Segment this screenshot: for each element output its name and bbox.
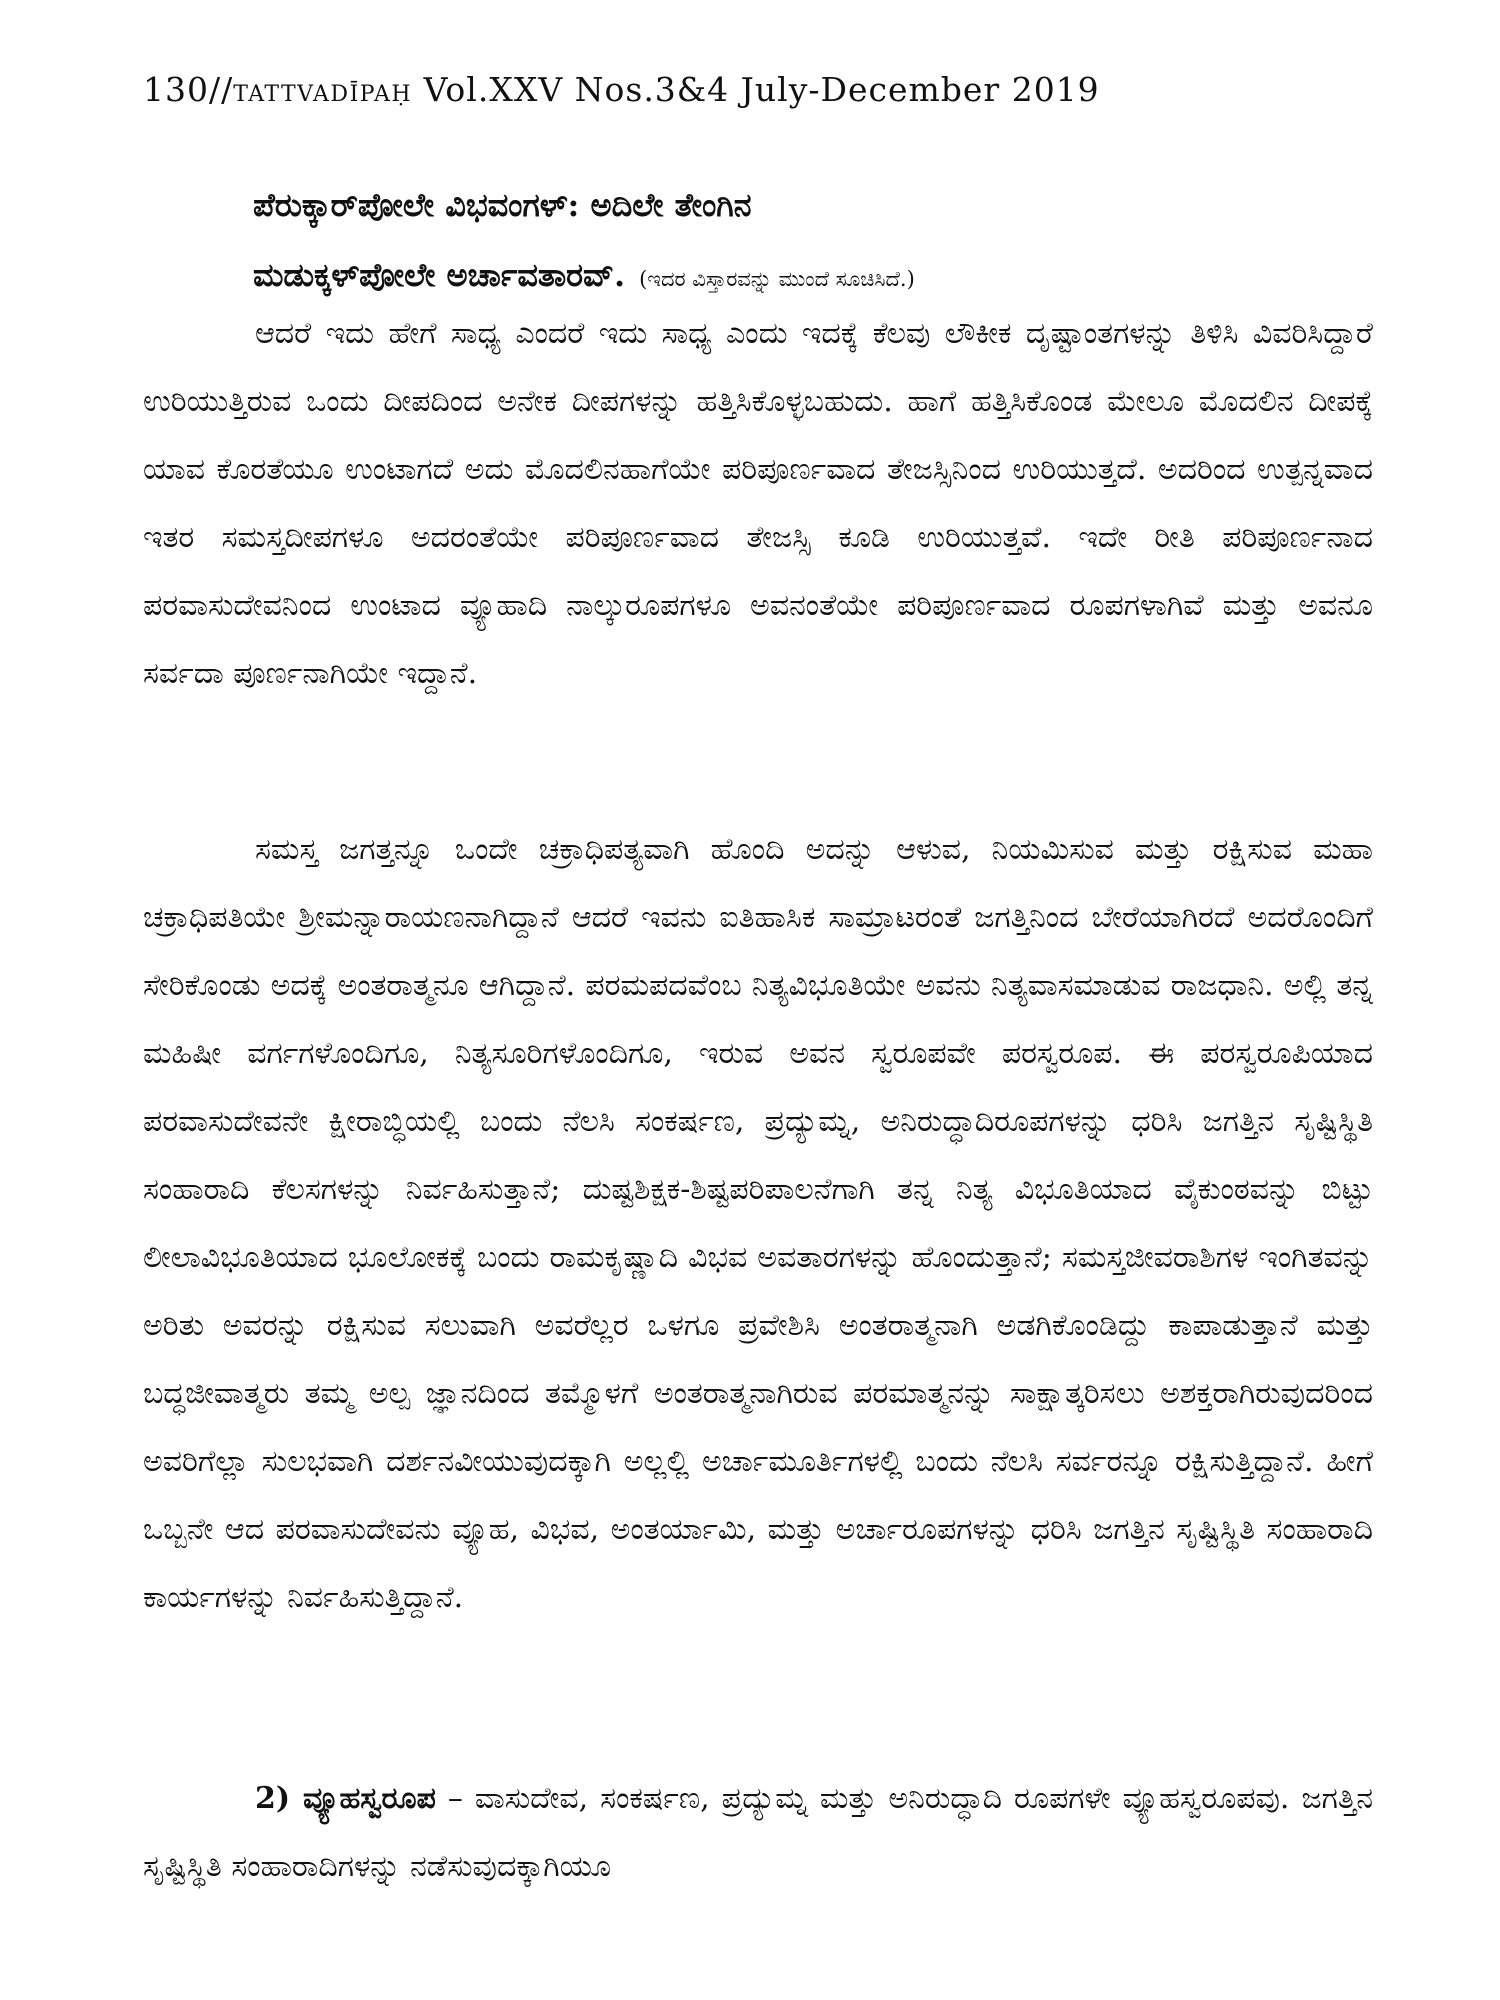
heading-note: (ಇದರ ವಿಸ್ತಾರವನ್ನು ಮುಂದೆ ಸೂಚಿಸಿದೆ.) — [639, 267, 915, 291]
journal-title: TATTVADĪPAḤ — [233, 82, 413, 107]
paragraph-2: ಸಮಸ್ತ ಜಗತ್ತನ್ನೂ ಒಂದೇ ಚಕ್ರಾಧಿಪತ್ಯವಾಗಿ ಹೊಂದಿ ಅದನ್ನು ಆಳುವ, ನಿಯಮಿಸುವ ಮತ್ತು ರಕ್ಷಿಸುವ ಮಹಾ ಚಕ್ರಾಧಿಪತಿಯೇ ಶ್ರೀಮನ್ನಾರಾಯಣನಾಗಿದ್ದಾನೆ ಆದರೆ ಇವನು ಐತಿಹಾಸಿಕ ಸಾಮ್ರಾಟರಂತೆ ಜಗತ್ತಿನಿಂದ ಬೇರೆಯಾಗಿರದೆ ಅದರೊಂದಿಗೆ ಸೇರಿಕೊಂಡು ಅದಕ್ಕೆ ಅಂತರಾತ್ಮನೂ ಆಗಿದ್ದಾನೆ. ಪರಮಪದವೆಂಬ ನಿತ್ಯವಿಭೂತಿಯೇ ಅವನು ನಿತ್ಯವಾಸಮಾಡುವ ರಾಜಧಾನಿ. ಅಲ್ಲಿ ತನ್ನ ಮಹಿಷೀ ವರ್ಗಗಳೊಂದಿಗೂ, ನಿತ್ಯಸೂರಿಗಳೊಂದಿಗೂ, ಇರುವ ಅವನ ಸ್ವರೂಪವೇ ಪರಸ್ವರೂಪ. ಈ ಪರಸ್ವರೂಪಿಯಾದ ಪರವಾಸುದೇವನೇ ಕ್ಷೀರಾಬ್ಧಿಯಲ್ಲಿ ಬಂದು ನೆಲಸಿ ಸಂಕರ್ಷಣ, ಪ್ರದ್ಯುಮ್ನ, ಅನಿರುದ್ಧಾದಿರೂಪಗಳನ್ನು ಧರಿಸಿ ಜಗತ್ತಿನ ಸೃಷ್ಟಿಸ್ಥಿತಿ ಸಂಹಾರಾದಿ ಕೆಲಸಗಳನ್ನು ನಿರ್ವಹಿಸುತ್ತಾನೆ; ದುಷ್ಟಶಿಕ್ಷಕ-ಶಿಷ್ಟಪರಿಪಾಲನೆಗಾಗಿ ತನ್ನ ನಿತ್ಯ ವಿಭೂತಿಯಾದ ವೈಕುಂಠವನ್ನು ಬಿಟ್ಟು ಲೀಲಾವಿಭೂತಿಯಾದ ಭೂಲೋಕಕ್ಕೆ ಬಂದು ರಾಮಕೃಷ್ಣಾದಿ ವಿಭವ ಅವತಾರಗಳನ್ನು ಹೊಂದುತ್ತಾನೆ; ಸಮಸ್ತಜೀವರಾಶಿಗಳ ಇಂಗಿತವನ್ನು ಅರಿತು ಅವರನ್ನು ರಕ್ಷಿಸುವ ಸಲುವಾಗಿ ಅವರೆಲ್ಲರ ಒಳಗೂ ಪ್ರವೇಶಿಸಿ ಅಂತರಾತ್ಮನಾಗಿ ಅಡಗಿಕೊಂಡಿದ್ದು ಕಾಪಾಡುತ್ತಾನೆ ಮತ್ತು ಬದ್ಧಜೀವಾತ್ಮರು ತಮ್ಮ ಅಲ್ಪ ಜ್ಞಾನದಿಂದ ತಮ್ಮೊಳಗೆ ಅಂತರಾತ್ಮನಾಗಿರುವ ಪರಮಾತ್ಮನನ್ನು ಸಾಕ್ಷಾತ್ಕರಿಸಲು ಅಶಕ್ತರಾಗಿರುವುದರಿಂದ ಅವರಿಗೆಲ್ಲಾ ಸುಲಭವಾಗಿ ದರ್ಶನವೀಯುವುದಕ್ಕಾಗಿ ಅಲ್ಲಲ್ಲಿ ಅರ್ಚಾಮೂರ್ತಿಗಳಲ್ಲಿ ಬಂದು ನೆಲಸಿ ಸರ್ವರನ್ನೂ ರಕ್ಷಿಸುತ್ತಿದ್ದಾನೆ. ಹೀಗೆ ಒಬ್ಬನೇ ಆದ ಪರವಾಸುದೇವನು ವ್ಯೂಹ, ವಿಭವ, ಅಂತರ್ಯಾಮಿ, ಮತ್ತು ಅರ್ಚಾರೂಪಗಳನ್ನು ಧರಿಸಿ ಜಗತ್ತಿನ ಸೃಷ್ಟಿಸ್ಥಿತಿ ಸಂಹಾರಾದಿ ಕಾರ್ಯಗಳನ್ನು ನಿರ್ವಹಿಸುತ್ತಿದ್ದಾನೆ. — [143, 832, 1373, 1615]
heading-line-2-text: ಮಡುಕ್ಕಳ್‌ಪೋಲೇ ಅರ್ಚಾವತಾರವ್. — [253, 256, 626, 294]
quoted-heading — [253, 170, 1403, 314]
paragraph-3-text: – ವಾಸುದೇವ, ಸಂಕರ್ಷಣ, ಪ್ರದ್ಯುಮ್ನ ಮತ್ತು ಅನಿರುದ್ಧಾದಿ ರೂಪಗಳೇ ವ್ಯೂಹಸ್ವರೂಪವು. ಜಗತ್ತಿನ ಸೃಷ್ಟಿಸ್ಥಿತಿ ಸಂಹಾರಾದಿಗಳನ್ನು ನಡೆಸುವುದಕ್ಕಾಗಿಯೂ — [143, 1781, 1373, 1884]
page-number: 130// — [143, 70, 234, 109]
heading-line-1: ಪೆರುಕ್ಕಾರ್‌ಪೋಲೇ ವಿಭವಂಗಳ್: ಅದಿಲೇ ತೇಂಗಿನ — [253, 186, 752, 224]
paragraph-1: ಆದರೆ ಇದು ಹೇಗೆ ಸಾಧ್ಯ ಎಂದರೆ ಇದು ಸಾಧ್ಯ ಎಂದು ಇದಕ್ಕೆ ಕೆಲವು ಲೌಕೀಕ ದೃಷ್ಟಾಂತಗಳನ್ನು ತಿಳಿಸಿ ವಿವರಿಸಿದ್ದಾರೆ ಉರಿಯುತ್ತಿರುವ ಒಂದು ದೀಪದಿಂದ ಅನೇಕ ದೀಪಗಳನ್ನು ಹತ್ತಿಸಿಕೊಳ್ಳಬಹುದು. ಹಾಗೆ ಹತ್ತಿಸಿಕೊಂಡ ಮೇಲೂ ಮೊದಲಿನ ದೀಪಕ್ಕೆ ಯಾವ ಕೊರತೆಯೂ ಉಂಟಾಗದೆ ಅದು ಮೊದಲಿನಹಾಗೆಯೇ ಪರಿಪೂರ್ಣವಾದ ತೇಜಸ್ಸಿನಿಂದ ಉರಿಯುತ್ತದೆ. ಅದರಿಂದ ಉತ್ಪನ್ನವಾದ ಇತರ ಸಮಸ್ತದೀಪಗಳೂ ಅದರಂತೆಯೇ ಪರಿಪೂರ್ಣವಾದ ತೇಜಸ್ಸಿ ಕೂಡಿ ಉರಿಯುತ್ತವೆ. ಇದೇ ರೀತಿ ಪರಿಪೂರ್ಣನಾದ ಪರವಾಸುದೇವನಿಂದ ಉಂಟಾದ ವ್ಯೂಹಾದಿ ನಾಲ್ಕುರೂಪಗಳೂ ಅವನಂತೆಯೇ ಪರಿಪೂರ್ಣವಾದ ರೂಪಗಳಾಗಿವೆ ಮತ್ತು ಅವನೂ ಸರ್ವದಾ ಪೂರ್ಣನಾಗಿಯೇ ಇದ್ದಾನೆ. — [143, 316, 1373, 691]
section-label: 2) ವ್ಯೂಹಸ್ವರೂಪ — [255, 1781, 436, 1816]
running-header — [143, 70, 1100, 109]
paragraph-3 — [143, 1765, 1373, 1901]
issue-info: Vol.XXV Nos.3&4 July-December 2019 — [412, 70, 1100, 109]
